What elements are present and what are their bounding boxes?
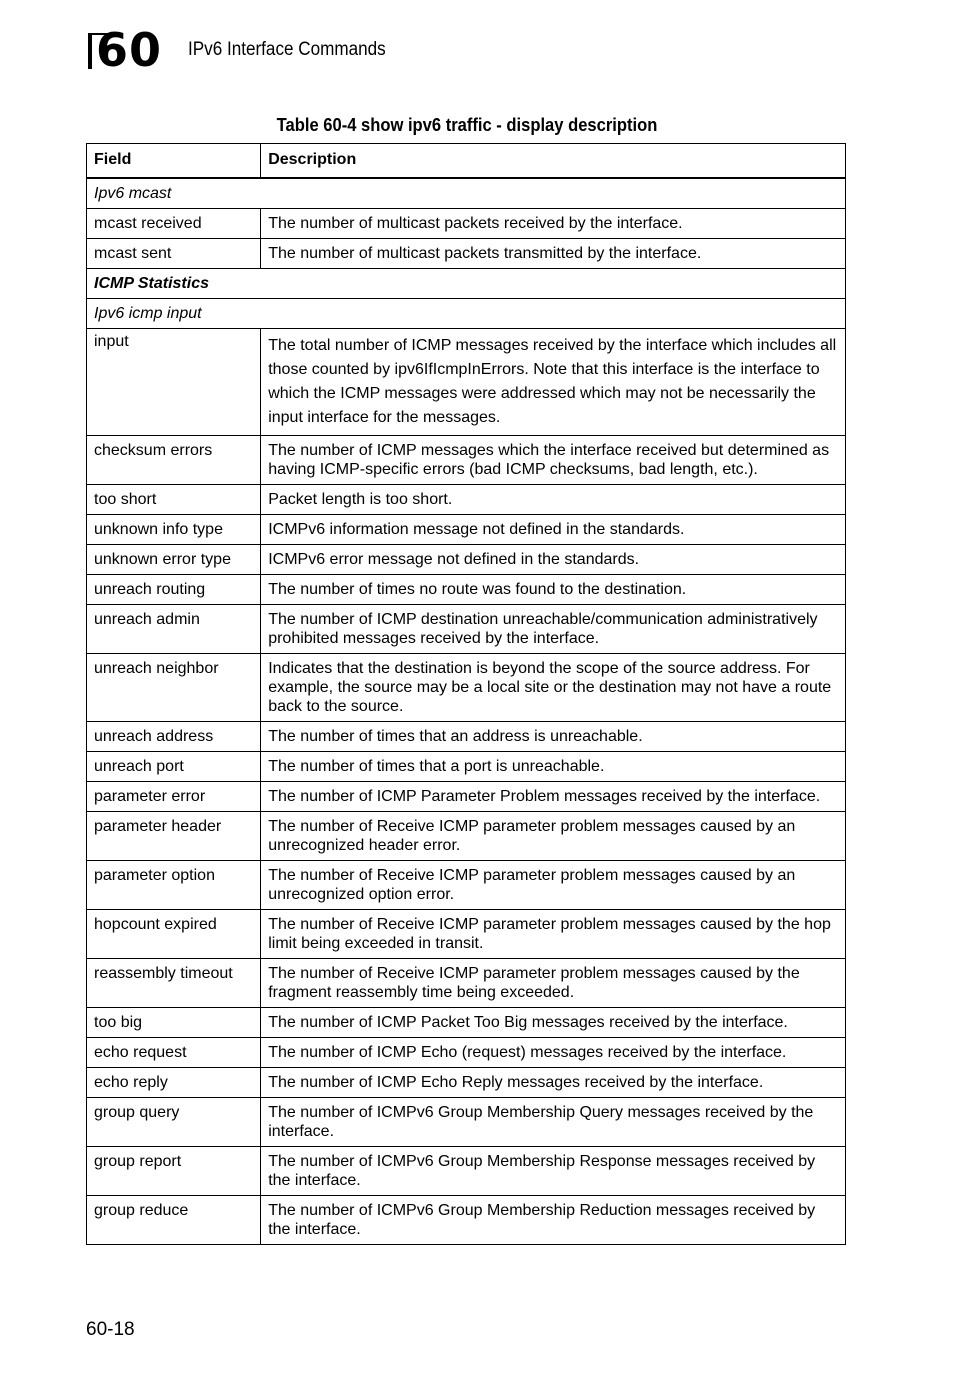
description-cell: The number of multicast packets transmitted by the interface.: [261, 239, 846, 269]
field-cell: parameter error: [87, 782, 261, 812]
chapter-marker-bar: [88, 33, 92, 69]
description-cell: Indicates that the destination is beyond the scope of the source address. For example, the source may be a local site or the destination may not have a route back to the source.: [261, 654, 846, 722]
table-caption: Table 60-4 show ipv6 traffic - display description: [276, 115, 658, 135]
table-row: [87, 239, 846, 269]
table-row: [87, 910, 846, 959]
description-cell: The number of ICMP destination unreachable/communication administratively prohibited messages received by the interface.: [261, 605, 846, 654]
chapter-title: IPv6 Interface Commands: [188, 39, 386, 60]
field-cell: reassembly timeout: [87, 959, 261, 1008]
table-header-row: [87, 144, 846, 179]
field-cell: echo request: [87, 1038, 261, 1068]
table-row: [87, 485, 846, 515]
section-row: [87, 269, 846, 299]
table-row: [87, 329, 846, 436]
description-cell: The number of times no route was found to the destination.: [261, 575, 846, 605]
description-cell: The number of Receive ICMP parameter problem messages caused by an unrecognized header error.: [261, 812, 846, 861]
description-cell: The number of times that a port is unreachable.: [261, 752, 846, 782]
table-row: [87, 209, 846, 239]
section-label: Ipv6 mcast: [87, 178, 846, 209]
column-header-field: Field: [87, 144, 261, 179]
description-table: [86, 143, 846, 1245]
section-label: ICMP Statistics: [87, 269, 846, 299]
field-cell: unreach port: [87, 752, 261, 782]
field-cell: unreach routing: [87, 575, 261, 605]
section-label: Ipv6 icmp input: [87, 299, 846, 329]
table-row: [87, 436, 846, 485]
table-row: [87, 1098, 846, 1147]
description-cell: ICMPv6 information message not defined in the standards.: [261, 515, 846, 545]
description-cell: The number of ICMP Echo (request) messages received by the interface.: [261, 1038, 846, 1068]
description-cell: The number of Receive ICMP parameter problem messages caused by an unrecognized option error.: [261, 861, 846, 910]
table-row: [87, 605, 846, 654]
table-body: [87, 178, 846, 1245]
description-cell: Packet length is too short.: [261, 485, 846, 515]
section-row: [87, 178, 846, 209]
field-cell: too big: [87, 1008, 261, 1038]
chapter-number: 60: [96, 23, 163, 77]
table-row: [87, 575, 846, 605]
chapter-number-block: [88, 23, 166, 77]
field-cell: group query: [87, 1098, 261, 1147]
table-row: [87, 959, 846, 1008]
column-header-description: Description: [261, 144, 846, 179]
description-cell: The number of multicast packets received by the interface.: [261, 209, 846, 239]
table-row: [87, 722, 846, 752]
table-row: [87, 1196, 846, 1245]
table-row: [87, 654, 846, 722]
field-cell: too short: [87, 485, 261, 515]
description-cell: ICMPv6 error message not defined in the standards.: [261, 545, 846, 575]
field-cell: hopcount expired: [87, 910, 261, 959]
description-cell: The number of times that an address is unreachable.: [261, 722, 846, 752]
field-cell: parameter header: [87, 812, 261, 861]
table-row: [87, 812, 846, 861]
table-row: [87, 545, 846, 575]
section-row: [87, 299, 846, 329]
description-cell: The total number of ICMP messages received by the interface which includes all those counted by ipv6IfIcmpInErrors. Note that this interface is the interface to which the ICMP messages were addressed which may not be necessarily the input interface for the messages.: [261, 329, 846, 436]
description-cell: The number of ICMP messages which the interface received but determined as having ICMP-specific errors (bad ICMP checksums, bad length, etc.).: [261, 436, 846, 485]
field-cell: group reduce: [87, 1196, 261, 1245]
field-cell: echo reply: [87, 1068, 261, 1098]
field-cell: mcast sent: [87, 239, 261, 269]
field-cell: unreach admin: [87, 605, 261, 654]
description-cell: The number of ICMPv6 Group Membership Response messages received by the interface.: [261, 1147, 846, 1196]
table-row: [87, 861, 846, 910]
field-cell: checksum errors: [87, 436, 261, 485]
field-cell: unreach neighbor: [87, 654, 261, 722]
field-cell: mcast received: [87, 209, 261, 239]
table-row: [87, 515, 846, 545]
field-cell: input: [87, 329, 261, 436]
table-row: [87, 1068, 846, 1098]
description-cell: The number of Receive ICMP parameter problem messages caused by the hop limit being exceeded in transit.: [261, 910, 846, 959]
field-cell: group report: [87, 1147, 261, 1196]
description-cell: The number of ICMP Parameter Problem messages received by the interface.: [261, 782, 846, 812]
field-cell: unknown info type: [87, 515, 261, 545]
field-cell: unknown error type: [87, 545, 261, 575]
page-number: 60-18: [86, 1319, 135, 1340]
description-cell: The number of ICMP Echo Reply messages received by the interface.: [261, 1068, 846, 1098]
description-cell: The number of ICMPv6 Group Membership Query messages received by the interface.: [261, 1098, 846, 1147]
field-cell: unreach address: [87, 722, 261, 752]
description-cell: The number of ICMP Packet Too Big messages received by the interface.: [261, 1008, 846, 1038]
table-row: [87, 1038, 846, 1068]
table-row: [87, 752, 846, 782]
description-cell: The number of ICMPv6 Group Membership Reduction messages received by the interface.: [261, 1196, 846, 1245]
table-row: [87, 782, 846, 812]
description-cell: The number of Receive ICMP parameter problem messages caused by the fragment reassembly time being exceeded.: [261, 959, 846, 1008]
table-row: [87, 1147, 846, 1196]
table-row: [87, 1008, 846, 1038]
field-cell: parameter option: [87, 861, 261, 910]
